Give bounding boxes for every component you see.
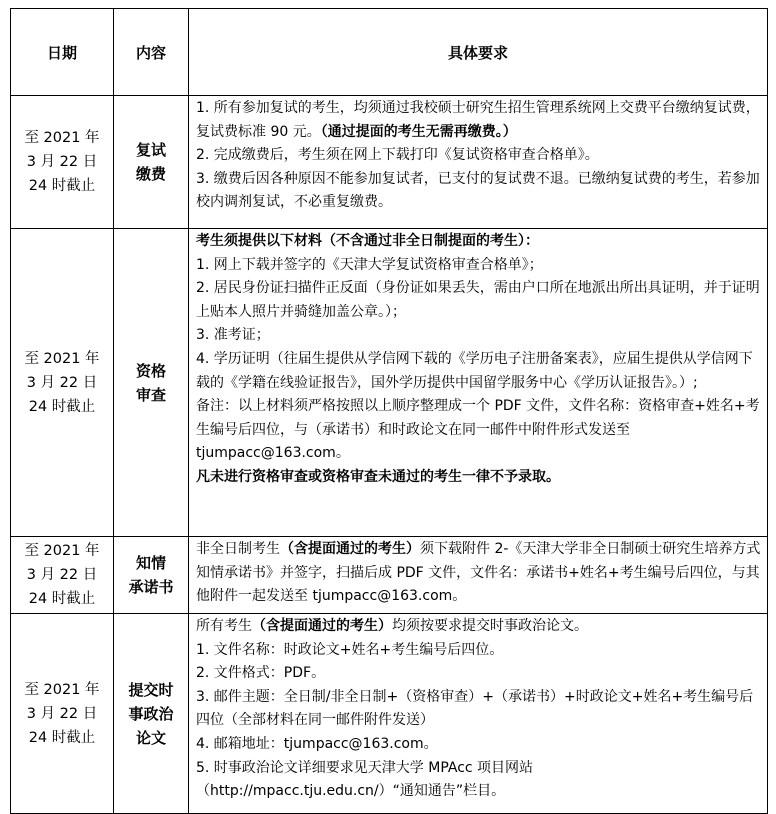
- item-label-line: 提交时: [128, 680, 174, 699]
- deadline-cell: [11, 229, 114, 537]
- deadline-line: 24 时截止: [28, 398, 96, 415]
- requirement-paragraph: 2. 居民身份证扫描件正反面（身份证如果丢失，需由户口所在地派出所出具证明，并于证明上贴本人照片并骑缝加盖公章。）；: [196, 280, 760, 320]
- table-row-commitment: [11, 537, 768, 614]
- requirement-text: 均须按要求提交时事政治论文。: [392, 618, 588, 634]
- deadline-line: 24 时截止: [28, 178, 96, 194]
- requirement-paragraph: [196, 615, 761, 639]
- item-cell: [114, 537, 189, 614]
- item-label-line: 缴费: [135, 165, 166, 183]
- header-requirements: 具体要求: [189, 9, 768, 96]
- requirement-emphasis: （含提面通过的考生）: [280, 541, 420, 557]
- website-link-text[interactable]: （http://mpacc.tju.edu.cn/）“通知通告”栏目。: [196, 783, 506, 800]
- item-cell: [114, 614, 189, 814]
- requirement-paragraph: 1. 文件名称：时政论文+姓名+考生编号后四位。: [196, 641, 504, 658]
- requirement-paragraph: 3. 邮件主题：全日制/非全日制+（资格审查）+（承诺书）+时政论文+姓名+考生编号后四位（全部材料在同一邮件附件发送）: [196, 688, 754, 729]
- deadline-line: 3 月 22 日: [26, 154, 98, 170]
- requirement-paragraph: 1. 网上下载并签字的《天津大学复试资格审查合格单》；: [196, 256, 543, 273]
- table-row-qualification: [11, 229, 768, 537]
- deadline-cell: [11, 614, 114, 814]
- deadline-line: 3 月 22 日: [26, 705, 98, 722]
- requirement-paragraph: 3. 准考证；: [196, 327, 270, 344]
- deadline-cell: [11, 96, 114, 229]
- header-date: 日期: [11, 9, 114, 96]
- requirement-paragraph: [196, 97, 761, 144]
- deadline-line: 24 时截止: [28, 591, 96, 607]
- requirement-emphasis: （通过提面的考生无需再缴费。）: [320, 123, 517, 140]
- requirement-lead: 考生须提供以下材料（不含通过非全日制提面的考生）：: [196, 233, 539, 249]
- requirement-text: 非全日制考生: [196, 541, 280, 557]
- table-row-fee: [11, 96, 768, 229]
- requirement-note: 备注：以上材料须严格按照以上顺序整理成一个 PDF 文件，文件名称：资格审查+姓名+考生编号后四位，与（承诺书）和时政论文在同一邮件中附件形式发送至 tjumpacc@163.com。: [196, 398, 760, 462]
- item-label-line: 承诺书: [128, 578, 174, 596]
- requirements-cell: [189, 229, 768, 537]
- requirement-text: 须下载附件 2-《天津大学非全日制硕士研究生培养方式知情承诺书》并签字，扫描后成 PDF 文件，文件名：承诺书+姓名+考生编号后四位，与其他附件一起发送至 tjumpacc@163.com。: [196, 541, 761, 605]
- requirement-paragraph: 4. 邮箱地址：tjumpacc@163.com。: [196, 735, 438, 752]
- requirement-text: 所有考生: [196, 618, 252, 634]
- header-content: 内容: [114, 9, 189, 96]
- requirements-cell: [189, 614, 768, 814]
- requirement-text: 1. 所有参加复试的考生，均须通过我校硕士研究生招生管理系统网上交费平台缴纳复试费，复试费标准 90 元。: [196, 100, 760, 140]
- requirement-paragraph: 2. 文件格式：PDF。: [196, 665, 326, 682]
- requirements-table: [10, 8, 768, 814]
- deadline-line: 至 2021 年: [24, 681, 100, 698]
- table-row-essay: [11, 614, 768, 814]
- item-label-line: 事政治: [128, 704, 174, 723]
- requirement-paragraph: 2. 完成缴费后，考生须在网上下载打印《复试资格审查合格单》。: [196, 147, 599, 164]
- item-cell: [114, 96, 189, 229]
- deadline-cell: [11, 537, 114, 614]
- requirements-cell: [189, 96, 768, 229]
- deadline-line: 至 2021 年: [24, 543, 100, 559]
- deadline-line: 至 2021 年: [24, 350, 100, 367]
- requirement-paragraph: [196, 538, 761, 609]
- deadline-line: 3 月 22 日: [26, 567, 98, 583]
- requirement-emphasis: （含提面通过的考生）: [252, 618, 392, 634]
- item-label-line: 复试: [135, 141, 166, 159]
- item-label-line: 知情: [135, 554, 166, 572]
- deadline-line: 3 月 22 日: [26, 374, 98, 391]
- requirement-paragraph: 4. 学历证明（往届生提供从学信网下载的《学历电子注册备案表》，应届生提供从学信网下载的《学籍在线验证报告》，国外学历提供中国留学服务中心《学历认证报告》。）;: [196, 350, 753, 391]
- item-label-line: 论文: [135, 728, 166, 747]
- item-label-line: 审查: [135, 385, 166, 404]
- header-row: [11, 9, 768, 96]
- item-label-line: 资格: [135, 361, 166, 380]
- requirement-warning: 凡未进行资格审查或资格审查未通过的考生一律不予录取。: [196, 468, 560, 485]
- deadline-line: 24 时截止: [28, 729, 96, 746]
- requirements-cell: [189, 537, 768, 614]
- requirement-paragraph: 5. 时事政治论文详细要求见天津大学 MPAcc 项目网站: [196, 759, 534, 776]
- requirement-paragraph: 3. 缴费后因各种原因不能参加复试者，已支付的复试费不退。已缴纳复试费的考生，若参加校内调剂复试，不必重复缴费。: [196, 170, 760, 211]
- item-cell: [114, 229, 189, 537]
- deadline-line: 至 2021 年: [24, 130, 100, 146]
